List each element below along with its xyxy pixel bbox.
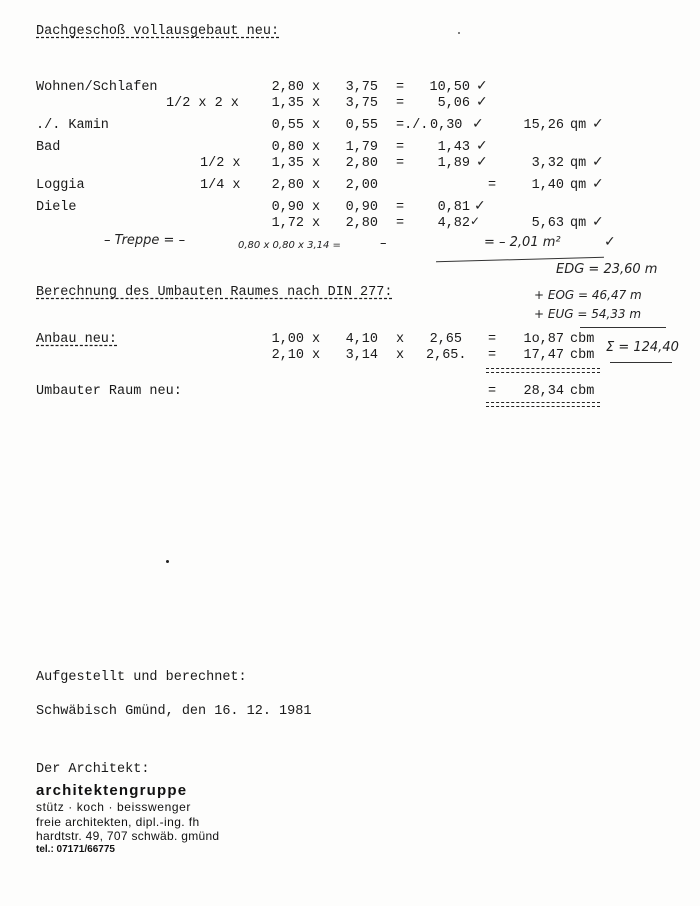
row-factor-b: 2,00 — [345, 178, 378, 193]
row-total: 3,32 — [531, 156, 564, 171]
stray-dot — [458, 32, 460, 34]
row-factor-a: 1,35 — [271, 96, 304, 111]
times-sign: x — [312, 332, 321, 347]
row-result: 1,89 — [437, 156, 470, 171]
handwritten-dash: – — [380, 236, 387, 251]
times-sign: x — [312, 96, 321, 111]
anbau-unit: cbm — [570, 348, 595, 363]
row-factor-a: 1,35 — [271, 156, 304, 171]
times-sign: x — [312, 140, 321, 155]
times-sign: x — [396, 332, 405, 347]
anbau-factor-c: 2,65 — [429, 332, 462, 347]
check-mark: ✓ — [476, 154, 488, 170]
handwritten-sum-eug: + EUG = 54,33 m — [534, 307, 642, 321]
umbauter-raum-value: 28,34 — [523, 384, 564, 399]
handwritten-sum-total: Σ = 124,40 — [606, 340, 679, 355]
handwritten-underline — [610, 362, 672, 363]
anbau-result: 1o,87 — [523, 332, 564, 347]
double-underline — [486, 402, 600, 403]
row-result: 10,50 — [429, 80, 470, 95]
double-underline — [486, 368, 600, 369]
row-factor-a: 2,80 — [271, 178, 304, 193]
check-mark: ✓ — [476, 94, 488, 110]
equals-sign: = — [396, 96, 405, 111]
equals-sign: = — [488, 332, 497, 347]
row-prefix: 1/2 x — [200, 156, 241, 171]
row-factor-a: 1,72 — [271, 216, 304, 231]
row-unit: qm — [570, 178, 587, 193]
stamp-phone: tel.: 07171/66775 — [36, 844, 115, 855]
equals-sign: = — [396, 80, 405, 95]
row-label: Bad — [36, 140, 61, 155]
check-mark: ✓ — [592, 116, 604, 132]
section-title-umbauter-raum: Berechnung des Umbauten Raumes nach DIN 277: — [36, 285, 393, 300]
row-result: 4,82 — [437, 216, 470, 231]
row-unit: qm — [570, 156, 587, 171]
check-mark: ✓ — [470, 214, 481, 228]
times-sign: x — [396, 348, 405, 363]
row-unit: qm — [570, 118, 587, 133]
equals-sign: = — [396, 200, 405, 215]
row-factor-a: 0,55 — [271, 118, 304, 133]
row-label: ./. Kamin — [36, 118, 109, 133]
times-sign: x — [312, 178, 321, 193]
anbau-factor-c: 2,65. — [426, 348, 467, 363]
row-label: Wohnen/Schlafen — [36, 80, 158, 95]
times-sign: x — [312, 216, 321, 231]
page-title: Dachgeschoß vollausgebaut neu: — [36, 24, 280, 39]
times-sign: x — [312, 118, 321, 133]
equals-sign: = — [488, 348, 497, 363]
times-sign: x — [312, 200, 321, 215]
row-total: 15,26 — [523, 118, 564, 133]
stamp-company: architektengruppe — [36, 782, 188, 799]
row-result: 0,81 — [437, 200, 470, 215]
handwritten-underline — [580, 327, 666, 328]
equals-sign: = — [396, 216, 405, 231]
aufgestellt-label: Aufgestellt und berechnet: — [36, 670, 247, 685]
handwritten-sum-edg: EDG = 23,60 m — [556, 262, 658, 277]
umbauter-raum-label: Umbauter Raum neu: — [36, 384, 182, 399]
times-sign: x — [312, 156, 321, 171]
row-result: 0,30 — [430, 118, 463, 133]
check-mark: ✓ — [604, 234, 616, 250]
anbau-result: 17,47 — [523, 348, 564, 363]
equals-sign: = — [396, 140, 405, 155]
equals-sign: = — [488, 178, 497, 193]
times-sign: x — [312, 348, 321, 363]
check-mark: ✓ — [476, 138, 488, 154]
stamp-title: freie architekten, dipl.-ing. fh — [36, 815, 200, 829]
row-label: Diele — [36, 200, 77, 215]
stray-dot — [166, 560, 169, 563]
handwritten-treppe-total: = – 2,01 m² — [484, 235, 561, 250]
double-underline — [486, 406, 600, 407]
check-mark: ✓ — [474, 198, 486, 214]
row-total: 5,63 — [531, 216, 564, 231]
check-mark: ✓ — [592, 154, 604, 170]
anbau-factor-b: 3,14 — [345, 348, 378, 363]
equals-sign: = — [488, 384, 497, 399]
row-factor-b: 0,55 — [345, 118, 378, 133]
row-factor-b: 3,75 — [345, 96, 378, 111]
row-factor-a: 2,80 — [271, 80, 304, 95]
umbauter-raum-unit: cbm — [570, 384, 595, 399]
ort-datum: Schwäbisch Gmünd, den 16. 12. 1981 — [36, 704, 312, 719]
row-prefix: 1/2 x 2 x — [166, 96, 239, 111]
stamp-partners: stütz · koch · beisswenger — [36, 800, 191, 814]
times-sign: x — [312, 80, 321, 95]
stamp-address: hardtstr. 49, 707 schwäb. gmünd — [36, 829, 220, 843]
row-factor-b: 2,80 — [345, 216, 378, 231]
check-mark: ✓ — [592, 176, 604, 192]
anbau-label: Anbau neu: — [36, 332, 118, 347]
handwritten-treppe-label: – Treppe = – — [104, 233, 186, 248]
equals-sign: =./. — [396, 118, 429, 133]
row-factor-b: 3,75 — [345, 80, 378, 95]
equals-sign: = — [396, 156, 405, 171]
row-factor-a: 0,80 — [271, 140, 304, 155]
row-result: 5,06 — [437, 96, 470, 111]
check-mark: ✓ — [472, 116, 484, 132]
row-factor-b: 1,79 — [345, 140, 378, 155]
anbau-factor-b: 4,10 — [345, 332, 378, 347]
anbau-factor-a: 2,10 — [271, 348, 304, 363]
anbau-factor-a: 1,00 — [271, 332, 304, 347]
check-mark: ✓ — [592, 214, 604, 230]
architekt-label: Der Architekt: — [36, 762, 150, 777]
handwritten-treppe-formula: 0,80 x 0,80 x 3,14 = — [238, 240, 341, 251]
row-factor-b: 2,80 — [345, 156, 378, 171]
anbau-unit: cbm — [570, 332, 595, 347]
row-total: 1,40 — [531, 178, 564, 193]
handwritten-sum-eog: + EOG = 46,47 m — [534, 288, 642, 302]
row-unit: qm — [570, 216, 587, 231]
row-factor-a: 0,90 — [271, 200, 304, 215]
check-mark: ✓ — [476, 78, 488, 94]
row-result: 1,43 — [437, 140, 470, 155]
row-label: Loggia — [36, 178, 85, 193]
row-factor-b: 0,90 — [345, 200, 378, 215]
row-prefix: 1/4 x — [200, 178, 241, 193]
double-underline — [486, 372, 600, 373]
